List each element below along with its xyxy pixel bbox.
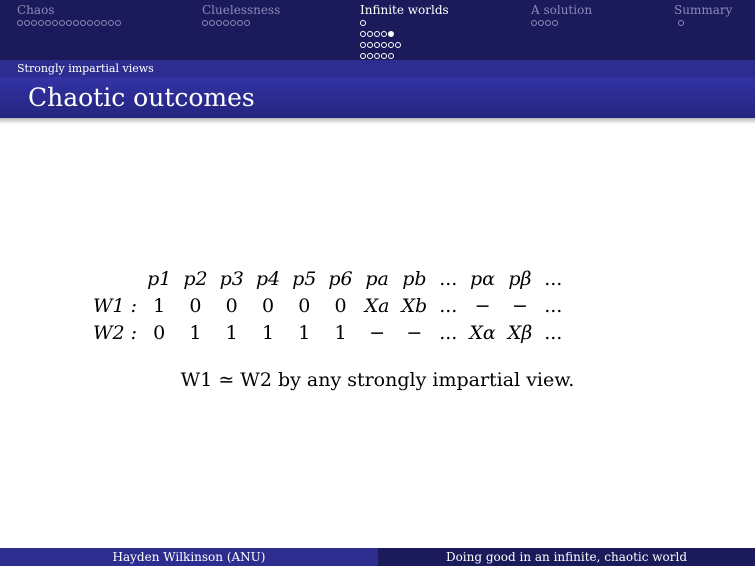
table-row-label: W2 : [93, 321, 138, 344]
nav-dot[interactable] [367, 42, 373, 48]
table-header-cell: p1 [147, 267, 172, 290]
table-header-cell: pβ [508, 267, 532, 290]
table-cell: 0 [261, 294, 275, 317]
nav-dot[interactable] [108, 20, 114, 26]
nav-section-infinite-worlds[interactable] [360, 3, 449, 61]
table-cell: Xb [401, 294, 428, 317]
table-cell: ... [439, 321, 458, 344]
nav-dots-row [674, 18, 732, 28]
table-header-cell: pa [365, 267, 389, 290]
nav-dot[interactable] [381, 53, 387, 59]
table-header-cell: p2 [183, 267, 208, 290]
nav-dot[interactable] [24, 20, 30, 26]
nav-dot[interactable] [360, 53, 366, 59]
nav-dot[interactable] [101, 20, 107, 26]
table-row [87, 292, 568, 319]
subsection-bar [0, 60, 755, 77]
nav-section-summary[interactable] [674, 3, 732, 28]
frame-title-bar [0, 77, 755, 118]
nav-dot[interactable] [360, 20, 366, 26]
frame-title: Chaotic outcomes [28, 83, 255, 112]
table-cell: Xβ [507, 321, 533, 344]
nav-dot[interactable] [545, 20, 551, 26]
table-cell: ... [439, 294, 458, 317]
nav-dots-row [531, 18, 592, 28]
nav-dot[interactable] [374, 42, 380, 48]
nav-section-a-solution[interactable] [531, 3, 592, 28]
table-header-cell: p6 [328, 267, 353, 290]
nav-dot[interactable] [374, 31, 380, 37]
nav-section-chaos[interactable] [17, 3, 121, 28]
table-header-cell: pα [470, 267, 496, 290]
nav-dot[interactable] [244, 20, 250, 26]
title-shadow [0, 118, 755, 124]
table-cell: 1 [189, 321, 202, 344]
nav-dot[interactable] [381, 42, 387, 48]
nav-dot[interactable] [367, 53, 373, 59]
table-cell: 1 [298, 321, 311, 344]
nav-section-title[interactable]: A solution [531, 3, 593, 17]
nav-dot[interactable] [395, 42, 401, 48]
nav-dot[interactable] [360, 31, 366, 37]
nav-section-title[interactable]: Chaos [17, 3, 55, 17]
nav-dot[interactable] [66, 20, 72, 26]
nav-dot[interactable] [59, 20, 65, 26]
table-cell: 1 [153, 294, 166, 317]
table-cell: 1 [261, 321, 275, 344]
nav-section-cluelessness[interactable] [202, 3, 280, 28]
footer-author[interactable]: Hayden Wilkinson (ANU) [0, 548, 378, 566]
nav-dot[interactable] [678, 20, 684, 26]
nav-dot[interactable] [552, 20, 558, 26]
nav-dot[interactable] [531, 20, 537, 26]
nav-dot[interactable] [80, 20, 86, 26]
table-cell: 0 [153, 321, 166, 344]
table-cell: 0 [298, 294, 311, 317]
table-cell: 0 [225, 294, 238, 317]
table-row [87, 319, 568, 346]
table-header-cell: ... [439, 267, 458, 290]
worlds-table [87, 265, 568, 346]
nav-dot[interactable] [381, 31, 387, 37]
table-header-row [87, 265, 568, 292]
navigation-bar [0, 0, 755, 60]
table-header-cell: p4 [255, 267, 281, 290]
nav-dot[interactable] [94, 20, 100, 26]
table-cell: ... [544, 321, 563, 344]
nav-dot[interactable] [237, 20, 243, 26]
nav-dot[interactable] [38, 20, 44, 26]
nav-dot[interactable] [202, 20, 208, 26]
nav-dot[interactable] [73, 20, 79, 26]
table-header-cell: ... [544, 267, 563, 290]
nav-dot[interactable] [388, 42, 394, 48]
nav-section-title[interactable]: Cluelessness [202, 3, 281, 17]
nav-dot[interactable] [52, 20, 58, 26]
nav-dots-row [360, 40, 449, 50]
subsection-title: Strongly impartial views [17, 62, 154, 75]
table-header-cell: pb [402, 267, 427, 290]
nav-dot[interactable] [17, 20, 23, 26]
table-cell: − [406, 321, 423, 344]
footer-talk-title[interactable]: Doing good in an infinite, chaotic world [378, 548, 755, 566]
nav-dot[interactable] [538, 20, 544, 26]
table-cell: 0 [334, 294, 347, 317]
table-corner-cell [87, 265, 141, 292]
table-cell: − [369, 321, 386, 344]
table-cell: − [512, 294, 528, 317]
nav-section-title[interactable]: Summary [674, 3, 733, 17]
nav-dots-row [17, 18, 121, 28]
nav-dot[interactable] [209, 20, 215, 26]
table-header-cell: p5 [292, 267, 317, 290]
table-cell: 1 [225, 321, 238, 344]
nav-dots-row [360, 29, 449, 39]
table-header-cell: p3 [219, 267, 244, 290]
nav-dot[interactable] [230, 20, 236, 26]
nav-dot[interactable] [45, 20, 51, 26]
nav-dot[interactable] [360, 42, 366, 48]
footer [0, 548, 755, 566]
nav-section-title[interactable]: Infinite worlds [360, 3, 449, 17]
table-cell: Xa [364, 294, 390, 317]
nav-dot-current[interactable] [388, 31, 394, 37]
nav-dot[interactable] [223, 20, 229, 26]
nav-dots-row [360, 18, 449, 28]
nav-dot[interactable] [374, 53, 380, 59]
table-cell: − [474, 294, 491, 317]
nav-dot[interactable] [115, 20, 121, 26]
nav-dot[interactable] [367, 31, 373, 37]
nav-dot[interactable] [216, 20, 222, 26]
conclusion-statement: W1 ≃ W2 by any strongly impartial view. [180, 369, 575, 391]
nav-dot[interactable] [31, 20, 37, 26]
nav-dot[interactable] [388, 53, 394, 59]
nav-dots-row [202, 18, 280, 28]
table-row-label: W1 : [93, 294, 138, 317]
table-cell: 1 [334, 321, 347, 344]
table-cell: 0 [189, 294, 202, 317]
table-cell: Xα [469, 321, 496, 344]
nav-dot[interactable] [87, 20, 93, 26]
table-cell: ... [544, 294, 563, 317]
